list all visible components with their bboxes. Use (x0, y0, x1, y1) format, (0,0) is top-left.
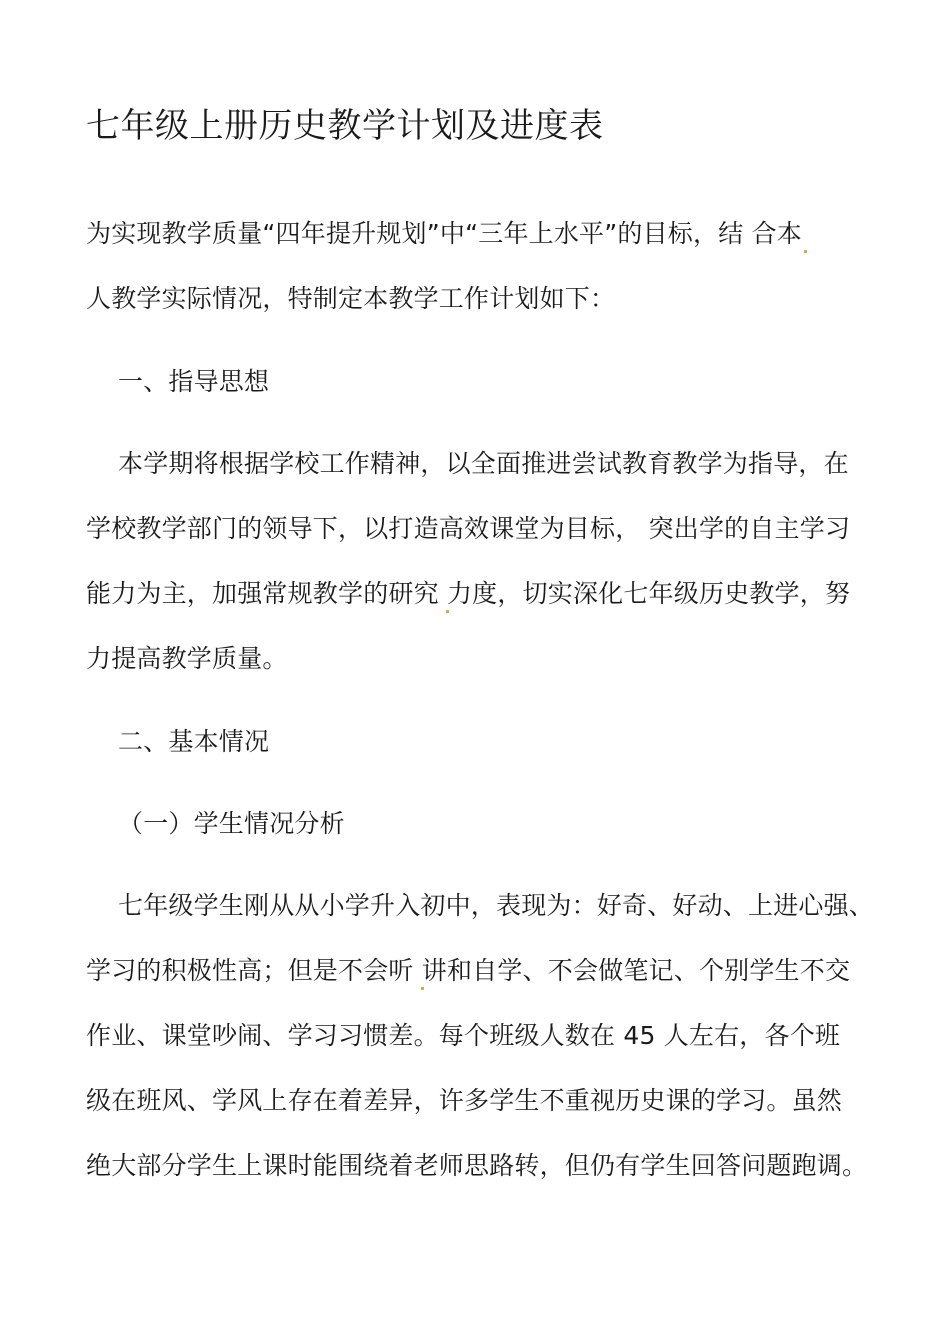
intro-line-1: 为实现教学质量“四年提升规划”中“三年上水平”的目标，结 合本 (86, 219, 802, 248)
student-para-line-1: 七年级学生刚从从小学升入初中，表现为：好奇、好动、上进心强、 (118, 891, 875, 920)
student-para-line-5: 绝大部分学生上课时能围绕着老师思路转，但仍有学生回答问题跑调。 (86, 1151, 868, 1180)
intro-line-2: 人教学实际情况，特制定本教学工作计划如下： (86, 284, 616, 313)
section-heading-basic-situation: 二、基本情况 (118, 727, 270, 756)
guiding-para-line-3: 能力为主，加强常规教学的研究 力度，切实深化七年级历史教学，努 (86, 579, 851, 608)
edit-marker (421, 987, 424, 990)
guiding-para-line-2: 学校教学部门的领导下，以打造高效课堂为目标， 突出学的自主学习 (86, 514, 851, 543)
edit-marker (804, 250, 807, 253)
student-para-line-4: 级在班风、学风上存在着差异，许多学生不重视历史课的学习。虽然 (86, 1086, 843, 1115)
section-heading-guiding-thought: 一、指导思想 (118, 367, 270, 396)
edit-marker (446, 610, 449, 613)
student-para-line-3: 作业、课堂吵闹、学习习惯差。每个班级人数在 45 人左右，各个班 (86, 1021, 841, 1050)
guiding-para-line-1: 本学期将根据学校工作精神，以全面推进尝试教育教学为指导，在 (118, 449, 849, 478)
guiding-para-line-4: 力提高教学质量。 (86, 644, 288, 673)
subsection-heading-student-analysis: （一）学生情况分析 (118, 809, 345, 838)
student-para-line-2: 学习的积极性高；但是不会听 讲和自学、不会做笔记、个别学生不交 (86, 956, 851, 985)
document-title: 七年级上册历史教学计划及进度表 (86, 106, 604, 146)
